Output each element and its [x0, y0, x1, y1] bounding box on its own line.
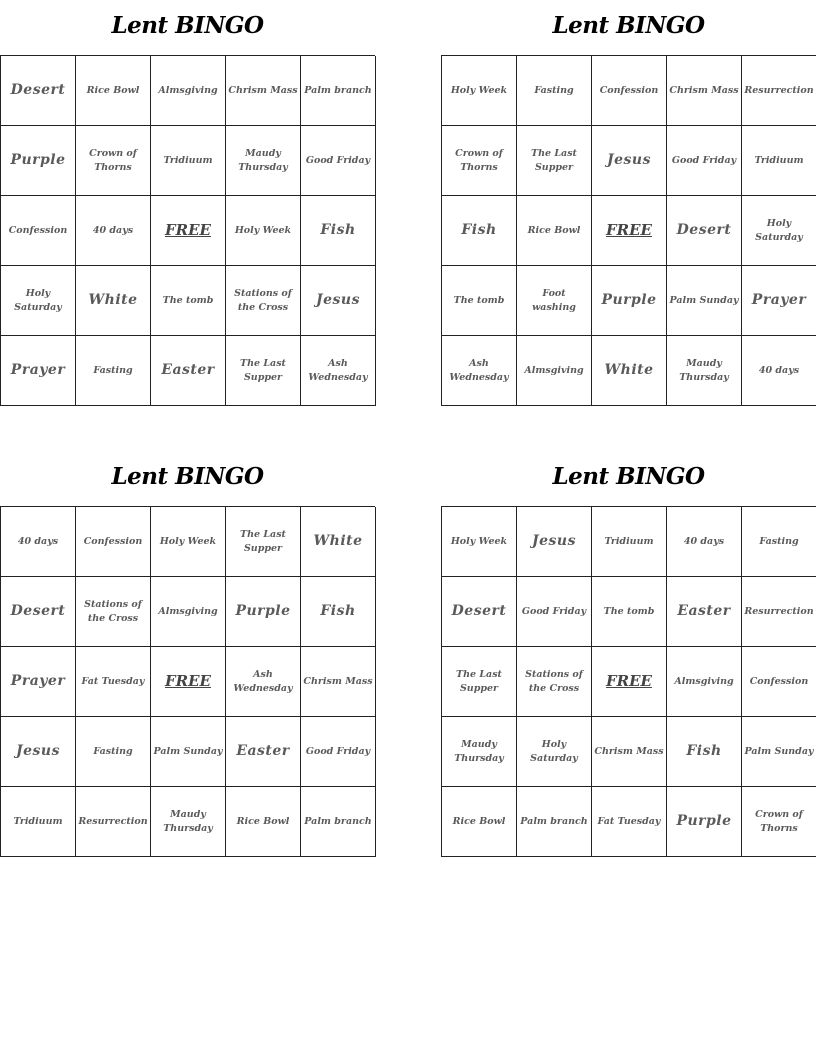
bingo-cell: Palm Sunday [742, 717, 816, 787]
bingo-cell: Maudy Thursday [442, 717, 517, 787]
bingo-cell: Palm branch [301, 787, 376, 857]
bingo-cell: Chrism Mass [592, 717, 667, 787]
bingo-cell: Holy Saturday [517, 717, 592, 787]
bingo-cell: Resurrection [742, 577, 816, 647]
free-space: FREE [151, 196, 226, 266]
bingo-cell: Confession [1, 196, 76, 266]
bingo-cell: Rice Bowl [517, 196, 592, 266]
bingo-cell: Crown of Thorns [76, 126, 151, 196]
bingo-cell: The tomb [592, 577, 667, 647]
bingo-cell: Tridiuum [592, 507, 667, 577]
bingo-cell: Desert [1, 577, 76, 647]
bingo-cell: Almsgiving [151, 56, 226, 126]
bingo-cell: The tomb [442, 266, 517, 336]
bingo-cell: Jesus [301, 266, 376, 336]
bingo-cell: Stations of the Cross [226, 266, 301, 336]
free-space: FREE [592, 647, 667, 717]
bingo-cell: Good Friday [301, 126, 376, 196]
bingo-cell: Desert [667, 196, 742, 266]
bingo-cell: The Last Supper [226, 336, 301, 406]
bingo-cell: Rice Bowl [76, 56, 151, 126]
bingo-grid [441, 55, 816, 406]
card-title: Lent BINGO [552, 463, 705, 490]
bingo-cell: Confession [592, 56, 667, 126]
bingo-cell: Rice Bowl [442, 787, 517, 857]
bingo-cell: Fasting [76, 717, 151, 787]
bingo-cell: Fasting [517, 56, 592, 126]
bingo-cell: Chrism Mass [667, 56, 742, 126]
bingo-cell: Chrism Mass [226, 56, 301, 126]
bingo-cell: Resurrection [742, 56, 816, 126]
bingo-cell: Ash Wednesday [226, 647, 301, 717]
bingo-cell: Foot washing [517, 266, 592, 336]
bingo-cell: Palm branch [517, 787, 592, 857]
bingo-cell: Chrism Mass [301, 647, 376, 717]
free-space: FREE [592, 196, 667, 266]
card-title: Lent BINGO [111, 12, 264, 39]
bingo-cell: Jesus [517, 507, 592, 577]
bingo-cell: Maudy Thursday [226, 126, 301, 196]
bingo-cell: 40 days [1, 507, 76, 577]
bingo-cell: White [76, 266, 151, 336]
bingo-cell: The Last Supper [517, 126, 592, 196]
bingo-cell: Stations of the Cross [517, 647, 592, 717]
free-space: FREE [151, 647, 226, 717]
bingo-cell: The tomb [151, 266, 226, 336]
bingo-cell: Prayer [1, 336, 76, 406]
bingo-cell: Purple [667, 787, 742, 857]
bingo-cell: Almsgiving [517, 336, 592, 406]
bingo-cell: Fish [301, 577, 376, 647]
bingo-cell: Holy Week [226, 196, 301, 266]
bingo-grid [441, 506, 816, 857]
bingo-cell: Fish [301, 196, 376, 266]
bingo-cell: 40 days [667, 507, 742, 577]
bingo-cell: Fish [442, 196, 517, 266]
bingo-cell: Jesus [592, 126, 667, 196]
bingo-grid [0, 55, 375, 406]
bingo-cell: Palm Sunday [667, 266, 742, 336]
bingo-grid [0, 506, 375, 857]
bingo-cell: Almsgiving [667, 647, 742, 717]
bingo-cell: Fat Tuesday [76, 647, 151, 717]
bingo-cell: Prayer [1, 647, 76, 717]
bingo-cell: Maudy Thursday [151, 787, 226, 857]
bingo-cell: Purple [592, 266, 667, 336]
bingo-cell: Tridiuum [151, 126, 226, 196]
bingo-cell: Holy Week [442, 507, 517, 577]
bingo-cell: 40 days [76, 196, 151, 266]
bingo-cell: The Last Supper [226, 507, 301, 577]
bingo-cell: Holy Week [151, 507, 226, 577]
bingo-cell: The Last Supper [442, 647, 517, 717]
bingo-cell: White [592, 336, 667, 406]
bingo-cell: Fasting [76, 336, 151, 406]
bingo-cell: Holy Saturday [742, 196, 816, 266]
bingo-cell: Holy Saturday [1, 266, 76, 336]
bingo-cell: Maudy Thursday [667, 336, 742, 406]
bingo-cell: Confession [742, 647, 816, 717]
bingo-cell: Almsgiving [151, 577, 226, 647]
bingo-cell: Easter [226, 717, 301, 787]
bingo-cell: White [301, 507, 376, 577]
bingo-cell: Purple [226, 577, 301, 647]
bingo-cell: Jesus [1, 717, 76, 787]
bingo-cell: Desert [1, 56, 76, 126]
bingo-cell: Desert [442, 577, 517, 647]
bingo-cell: Resurrection [76, 787, 151, 857]
bingo-cell: Stations of the Cross [76, 577, 151, 647]
bingo-cell: Crown of Thorns [742, 787, 816, 857]
card-title: Lent BINGO [552, 12, 705, 39]
bingo-cell: Palm Sunday [151, 717, 226, 787]
bingo-cell: Easter [667, 577, 742, 647]
bingo-cell: Prayer [742, 266, 816, 336]
bingo-cell: Easter [151, 336, 226, 406]
bingo-cell: Fish [667, 717, 742, 787]
bingo-cell: Ash Wednesday [442, 336, 517, 406]
bingo-cell: Confession [76, 507, 151, 577]
bingo-cell: Good Friday [667, 126, 742, 196]
bingo-cell: Fat Tuesday [592, 787, 667, 857]
bingo-cell: Purple [1, 126, 76, 196]
bingo-cell: Good Friday [517, 577, 592, 647]
bingo-cell: Tridiuum [1, 787, 76, 857]
bingo-cell: Palm branch [301, 56, 376, 126]
card-title: Lent BINGO [111, 463, 264, 490]
bingo-cell: Good Friday [301, 717, 376, 787]
bingo-cell: Fasting [742, 507, 816, 577]
bingo-cell: Holy Week [442, 56, 517, 126]
bingo-cell: Tridiuum [742, 126, 816, 196]
bingo-cell: Ash Wednesday [301, 336, 376, 406]
bingo-cell: Rice Bowl [226, 787, 301, 857]
bingo-cell: 40 days [742, 336, 816, 406]
bingo-cell: Crown of Thorns [442, 126, 517, 196]
